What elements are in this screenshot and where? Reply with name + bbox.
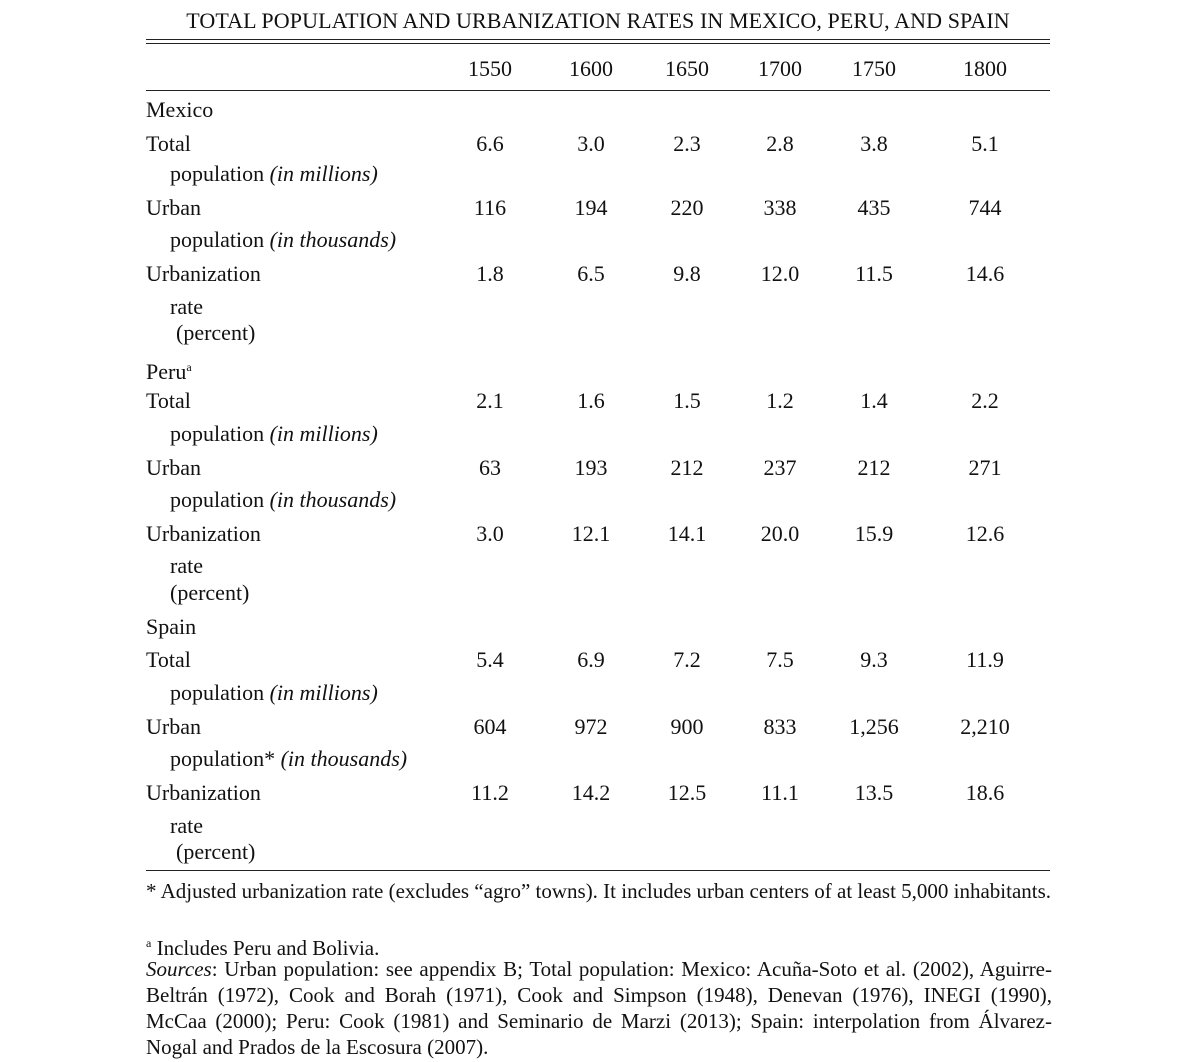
table-cell: 13.5 (854, 780, 894, 805)
table-cell: 11.5 (855, 261, 893, 286)
row-sublabel: rate (170, 294, 203, 319)
table-cell: 2.8 (766, 131, 794, 156)
table-cell: 744 (968, 195, 1002, 220)
table-cell: 12.6 (965, 521, 1005, 546)
row-label: Urbanization (146, 780, 261, 805)
table-cell: 1.6 (577, 388, 605, 413)
table-cell: 435 (857, 195, 891, 220)
year-header: 1750 (852, 56, 896, 81)
table-cell: 6.6 (476, 131, 504, 156)
table-cell: 15.9 (854, 521, 894, 546)
table-cell: 9.3 (860, 647, 888, 672)
sources-text: : Urban population: see appendix B; Total population: Mexico: Acuña-Soto et al. (2002), Aguirre-Beltrán (1972), Cook and Borah (1971), Cook and Simpson (1948), Denevan (1976), INEGI (1990), McCaa (2000); Peru: Cook (1981) and Seminario de Marzi (2013); Spain: interpolation from Álvarez-Nogal and Prados de la Escosura (2007). (146, 957, 1052, 1059)
table-cell: 1.5 (673, 388, 701, 413)
table-cell: 193 (574, 455, 608, 480)
year-header: 1800 (963, 56, 1007, 81)
table-cell: 7.5 (766, 647, 794, 672)
table-cell: 6.9 (577, 647, 605, 672)
table-cell: 12.1 (571, 521, 611, 546)
table-cell: 20.0 (760, 521, 800, 546)
table-cell: 2,210 (960, 714, 1010, 739)
row-label: Urban (146, 455, 201, 480)
row-unit: (percent) (176, 839, 256, 864)
table-cell: 9.8 (673, 261, 701, 286)
table-cell: 237 (763, 455, 797, 480)
table-cell: 11.1 (761, 780, 799, 805)
table-cell: 18.6 (965, 780, 1005, 805)
country-heading-peru: Peru$^a$ (146, 359, 192, 384)
row-unit: (percent) (170, 580, 250, 605)
row-sublabel: rate (170, 813, 203, 838)
table-cell: 5.1 (971, 131, 999, 156)
footnote-sources (146, 956, 1052, 1060)
row-label: Total (146, 647, 191, 672)
table-cell: 212 (857, 455, 891, 480)
table-cell: 63 (479, 455, 501, 480)
country-heading-spain: Spain (146, 614, 197, 639)
table-cell: 2.2 (971, 388, 999, 413)
row-label: Urban (146, 195, 201, 220)
year-header: 1700 (758, 56, 802, 81)
year-header: 1550 (468, 56, 512, 81)
table-cell: 11.2 (471, 780, 509, 805)
table-cell: 12.0 (760, 261, 800, 286)
row-label: Urbanization (146, 521, 261, 546)
table-cell: 11.9 (966, 647, 1004, 672)
table-cell: 1.4 (860, 388, 888, 413)
row-sublabel: population (in thousands) (170, 487, 397, 512)
footnote-marker: a (146, 936, 152, 950)
table-cell: 5.4 (476, 647, 504, 672)
table-cell: 6.5 (577, 261, 605, 286)
bottom-rule (146, 870, 1050, 871)
table-cell: 3.0 (577, 131, 605, 156)
year-header: 1600 (569, 56, 613, 81)
row-sublabel: population (in millions) (170, 421, 378, 446)
row-sublabel: population* (in thousands) (170, 746, 408, 771)
country-heading-mexico: Mexico (146, 97, 214, 122)
header-rule (146, 90, 1050, 91)
top-rule-2 (146, 43, 1050, 44)
row-label: Urban (146, 714, 201, 739)
table-cell: 1,256 (849, 714, 899, 739)
table-cell: 14.1 (667, 521, 707, 546)
table-cell: 7.2 (673, 647, 701, 672)
table-cell: 212 (670, 455, 704, 480)
table-cell: 972 (574, 714, 608, 739)
row-sublabel: population (in millions) (170, 680, 378, 705)
table-cell: 2.1 (476, 388, 504, 413)
row-sublabel: rate (170, 553, 203, 578)
year-header: 1650 (665, 56, 709, 81)
table-title: TOTAL POPULATION AND URBANIZATION RATES IN MEXICO, PERU, AND SPAIN (186, 8, 1010, 33)
row-label: Urbanization (146, 261, 261, 286)
table-cell: 1.8 (476, 261, 504, 286)
top-rule-1 (146, 39, 1050, 40)
table-cell: 3.8 (860, 131, 888, 156)
row-sublabel: population (in thousands) (170, 227, 397, 252)
row-label: Total (146, 388, 191, 413)
table-cell: 3.0 (476, 521, 504, 546)
table-cell: 116 (473, 195, 507, 220)
row-label: Total (146, 131, 191, 156)
table-cell: 900 (670, 714, 704, 739)
table-cell: 604 (473, 714, 507, 739)
table-cell: 220 (670, 195, 704, 220)
row-unit: (percent) (176, 320, 256, 345)
table-cell: 2.3 (673, 131, 701, 156)
table-cell: 338 (763, 195, 797, 220)
table-cell: 1.2 (766, 388, 794, 413)
table-cell: 271 (968, 455, 1002, 480)
row-sublabel: population (in millions) (170, 161, 378, 186)
footnote-adjusted: * Adjusted urbanization rate (excludes “agro” towns). It includes urban centers of at least 5,000 inhabitants. (146, 879, 1052, 903)
table-cell: 14.2 (571, 780, 611, 805)
footnote-marker: a (186, 360, 192, 374)
footnote-peru: $^a$ Includes Peru and Bolivia. (146, 936, 380, 960)
table-cell: 14.6 (965, 261, 1005, 286)
sources-label: Sources (146, 957, 212, 981)
table-cell: 194 (574, 195, 608, 220)
table-cell: 12.5 (667, 780, 707, 805)
table-cell: 833 (763, 714, 797, 739)
